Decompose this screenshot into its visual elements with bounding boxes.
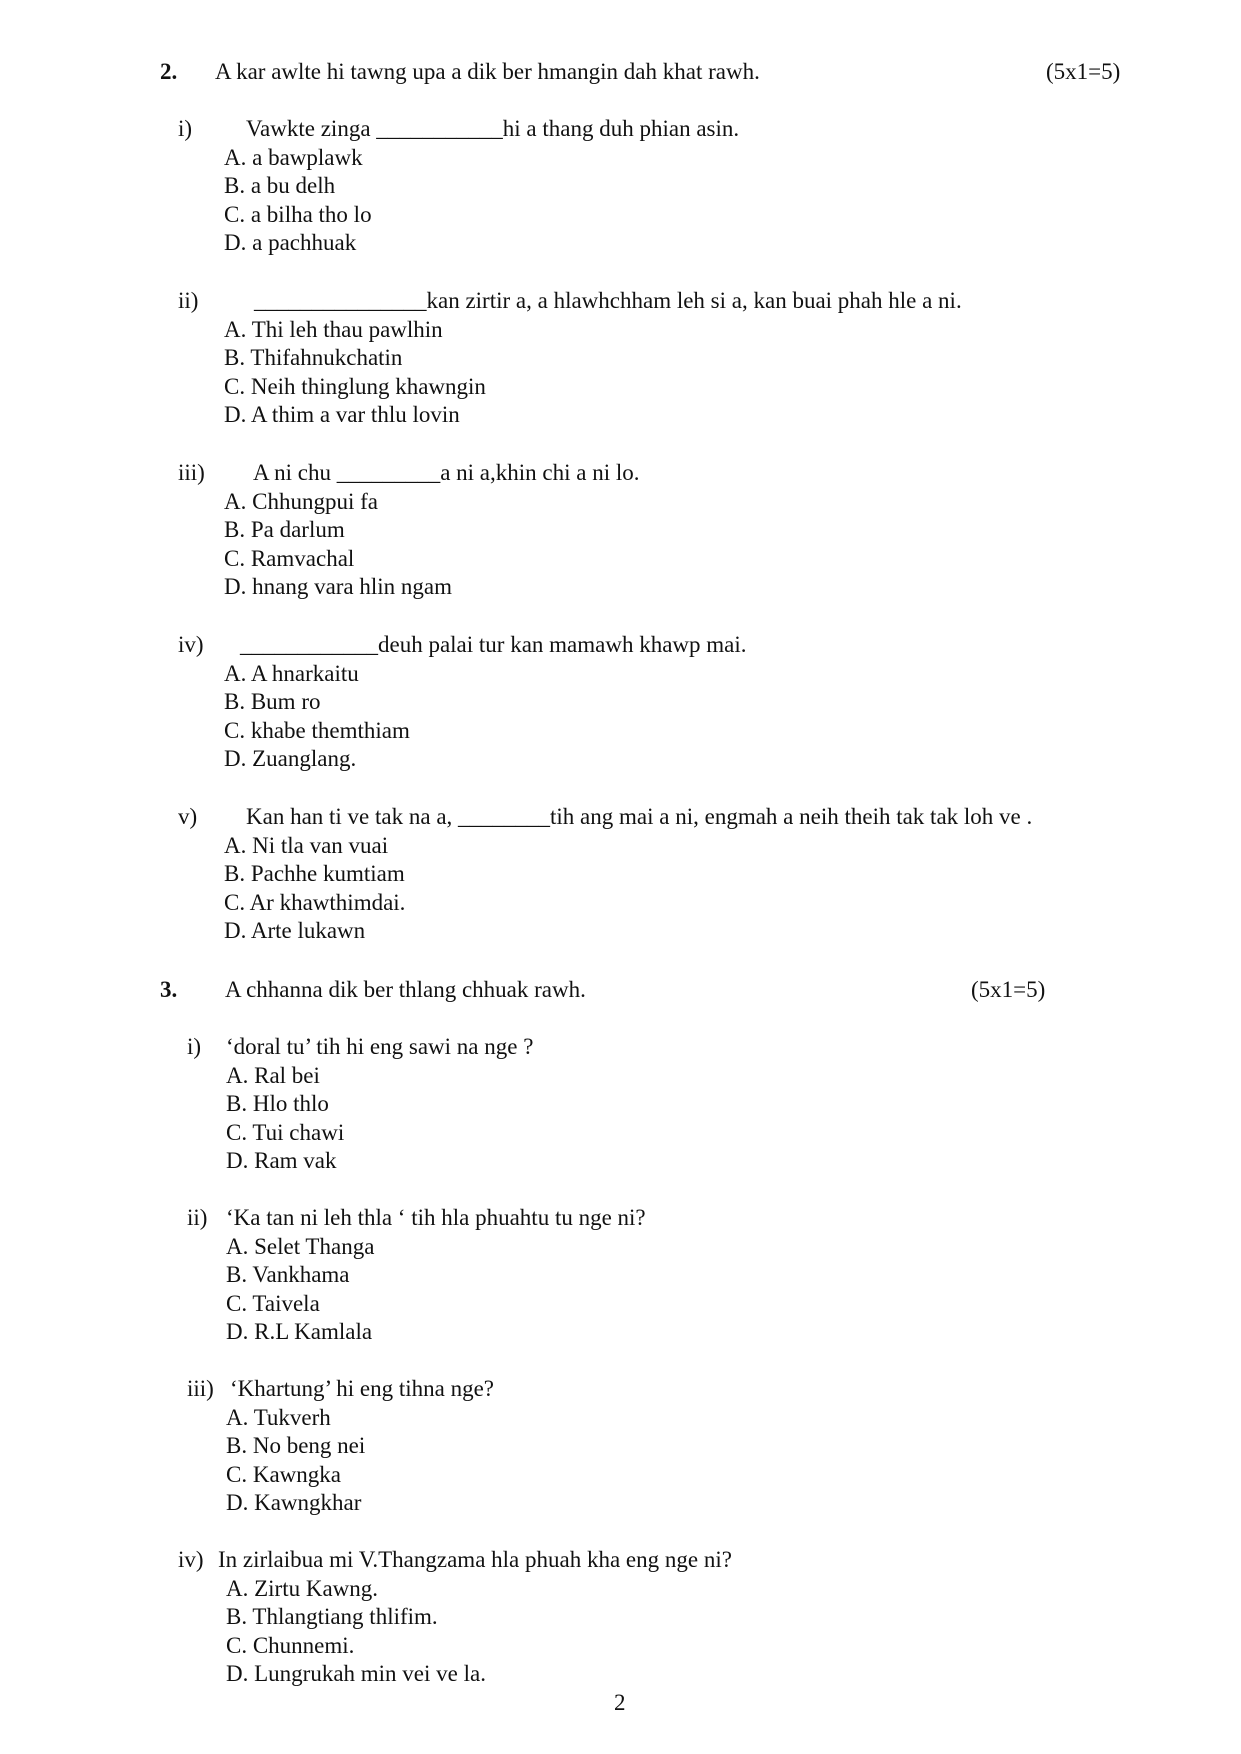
q2-item-label: ii) (178, 288, 199, 313)
q2-option: B. Bum ro (224, 689, 321, 714)
q2-option: D. Zuanglang. (224, 746, 357, 771)
q2-item-label: v) (178, 804, 198, 829)
q3-option: B. Hlo thlo (226, 1091, 329, 1116)
q2-option: A. A hnarkaitu (224, 661, 359, 686)
q2-number: 2. (160, 59, 178, 84)
q2-option: C. khabe themthiam (224, 718, 410, 743)
q2-option: D. hnang vara hlin ngam (224, 574, 453, 599)
q2-item-stem: A ni chu _________a ni a,khin chi a ni lo. (253, 460, 640, 485)
q3-option: D. Ram vak (226, 1148, 337, 1173)
q3-option: C. Taivela (226, 1291, 320, 1316)
q2-option: D. Arte lukawn (224, 918, 366, 943)
q3-marks: (5x1=5) (971, 977, 1046, 1002)
q2-item-stem: _______________kan zirtir a, a hlawhchham leh si a, kan buai phah hle a ni. (254, 288, 962, 313)
q2-item-label: iii) (178, 460, 205, 485)
q2-item-stem: Kan han ti ve tak na a, ________tih ang mai a ni, engmah a neih theih tak tak loh ve . (246, 804, 1033, 829)
q3-option: A. Ral bei (226, 1063, 320, 1088)
q2-option: A. Chhungpui fa (224, 489, 378, 514)
q2-option: D. a pachhuak (224, 230, 357, 255)
q2-option: B. Pa darlum (224, 517, 345, 542)
q2-option: A. a bawplawk (224, 145, 363, 170)
q2-option: B. Pachhe kumtiam (224, 861, 405, 886)
q2-option: B. Thifahnukchatin (224, 345, 403, 370)
q2-option: C. Ramvachal (224, 546, 355, 571)
q3-option: D. Kawngkhar (226, 1490, 362, 1515)
q3-item-label: ii) (187, 1205, 208, 1230)
q2-option: C. Ar khawthimdai. (224, 890, 406, 915)
q2-option: A. Ni tla van vuai (224, 833, 389, 858)
q3-item-stem: ‘Ka tan ni leh thla ‘ tih hla phuahtu tu nge ni? (226, 1205, 646, 1230)
q3-option: C. Chunnemi. (226, 1633, 355, 1658)
q2-option: A. Thi leh thau pawlhin (224, 317, 443, 342)
q3-option: D. Lungrukah min vei ve la. (226, 1661, 486, 1686)
q3-option: C. Kawngka (226, 1462, 341, 1487)
q2-option: C. Neih thinglung khawngin (224, 374, 486, 399)
q3-instruction: A chhanna dik ber thlang chhuak rawh. (225, 977, 586, 1002)
q3-option: B. Vankhama (226, 1262, 350, 1287)
q3-item-stem: In zirlaibua mi V.Thangzama hla phuah kha eng nge ni? (218, 1547, 732, 1572)
q3-number: 3. (160, 977, 178, 1002)
q3-item-label: i) (187, 1034, 202, 1059)
q3-item-label: iv) (178, 1547, 204, 1572)
q3-option: C. Tui chawi (226, 1120, 345, 1145)
q3-option: B. No beng nei (226, 1433, 366, 1458)
q3-option: D. R.L Kamlala (226, 1319, 373, 1344)
q2-item-stem: Vawkte zinga ___________hi a thang duh phian asin. (246, 116, 740, 141)
q3-option: A. Tukverh (226, 1405, 331, 1430)
q2-option: C. a bilha tho lo (224, 202, 372, 227)
q2-marks: (5x1=5) (1046, 59, 1121, 84)
q3-option: A. Zirtu Kawng. (226, 1576, 379, 1601)
q3-option: B. Thlangtiang thlifim. (226, 1604, 438, 1629)
q2-item-stem: ____________deuh palai tur kan mamawh khawp mai. (240, 632, 747, 657)
q2-option: D. A thim a var thlu lovin (224, 402, 460, 427)
page-number: 2 (614, 1690, 626, 1715)
q2-option: B. a bu delh (224, 173, 336, 198)
q3-option: A. Selet Thanga (226, 1234, 375, 1259)
q3-item-stem: ‘Khartung’ hi eng tihna nge? (230, 1376, 494, 1401)
q2-item-label: i) (178, 116, 193, 141)
q3-item-label: iii) (187, 1376, 214, 1401)
q3-item-stem: ‘doral tu’ tih hi eng sawi na nge ? (226, 1034, 534, 1059)
q2-instruction: A kar awlte hi tawng upa a dik ber hmangin dah khat rawh. (215, 59, 760, 84)
q2-item-label: iv) (178, 632, 204, 657)
